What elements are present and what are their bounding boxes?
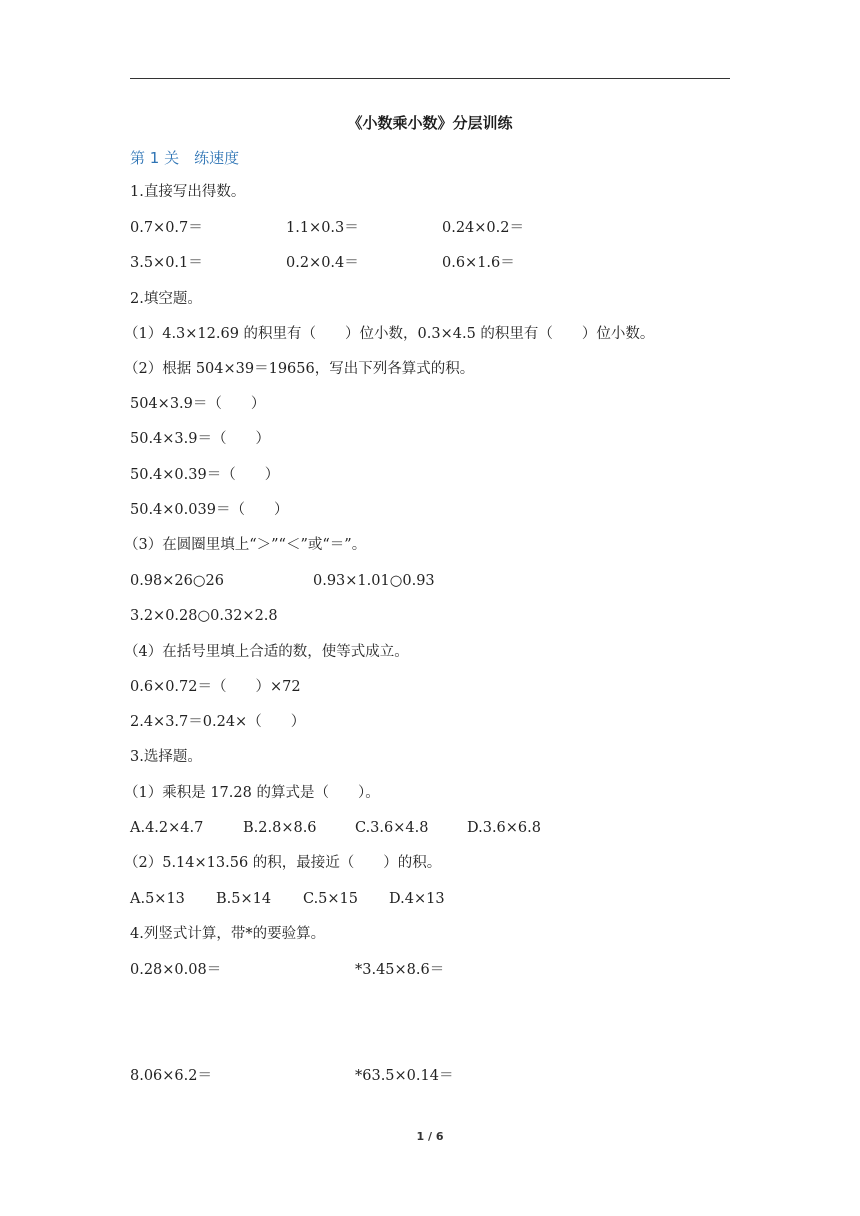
q3-part1: （1）乘积是 17.28 的算式是（ ）。 [124, 785, 380, 801]
q2-part3-item: 0.93×1.01○0.93 [313, 573, 435, 589]
q2-part1: （1）4.3×12.69 的积里有（ ）位小数，0.3×4.5 的积里有（ ）位小数。 [124, 326, 655, 342]
page-title: 《小数乘小数》分层训练 [347, 114, 513, 132]
q3-part2-option: B.5×14 [216, 891, 272, 907]
q1-item: 0.2×0.4＝ [286, 255, 359, 271]
section-heading: 第 1 关 练速度 [130, 149, 240, 167]
q1-item: 0.24×0.2＝ [442, 220, 524, 236]
q2-part3-item: 0.98×26○26 [130, 573, 224, 589]
header-rule [130, 78, 730, 79]
q2-part2: （2）根据 504×39＝19656，写出下列各算式的积。 [124, 361, 475, 377]
q3-heading: 3.选择题。 [130, 749, 202, 765]
q1-item: 0.7×0.7＝ [130, 220, 203, 236]
q2-part2-item: 504×3.9＝（ ） [130, 396, 266, 412]
q2-part4: （4）在括号里填上合适的数，使等式成立。 [124, 644, 409, 660]
q2-part2-item: 50.4×0.39＝（ ） [130, 467, 280, 483]
q4-item: 8.06×6.2＝ [130, 1068, 212, 1084]
q3-part2: （2）5.14×13.56 的积，最接近（ ）的积。 [124, 855, 442, 871]
q3-part1-option: D.3.6×6.8 [467, 820, 541, 836]
q1-heading: 1.直接写出得数。 [130, 184, 246, 200]
q1-item: 1.1×0.3＝ [286, 220, 359, 236]
q3-part1-option: A.4.2×4.7 [130, 820, 204, 836]
q2-heading: 2.填空题。 [130, 291, 202, 307]
q2-part2-item: 50.4×3.9＝（ ） [130, 431, 270, 447]
q2-part4-item: 0.6×0.72＝（ ）×72 [130, 679, 301, 695]
q4-heading: 4.列竖式计算，带*的要验算。 [130, 926, 326, 942]
q3-part2-option: D.4×13 [389, 891, 445, 907]
q3-part1-option: B.2.8×8.6 [243, 820, 317, 836]
page-number: 1 / 6 [416, 1130, 444, 1143]
q1-item: 3.5×0.1＝ [130, 255, 203, 271]
q2-part3-item: 3.2×0.28○0.32×2.8 [130, 608, 278, 624]
q4-item: 0.28×0.08＝ [130, 962, 222, 978]
q3-part2-option: A.5×13 [130, 891, 185, 907]
q3-part2-option: C.5×15 [303, 891, 359, 907]
q2-part3: （3）在圆圈里填上“＞”“＜”或“＝”。 [124, 537, 367, 553]
q4-item: *63.5×0.14＝ [355, 1068, 454, 1084]
q3-part1-option: C.3.6×4.8 [355, 820, 429, 836]
q1-item: 0.6×1.6＝ [442, 255, 515, 271]
q4-item: *3.45×8.6＝ [355, 962, 445, 978]
q2-part2-item: 50.4×0.039＝（ ） [130, 502, 289, 518]
q2-part4-item: 2.4×3.7＝0.24×（ ） [130, 714, 306, 730]
